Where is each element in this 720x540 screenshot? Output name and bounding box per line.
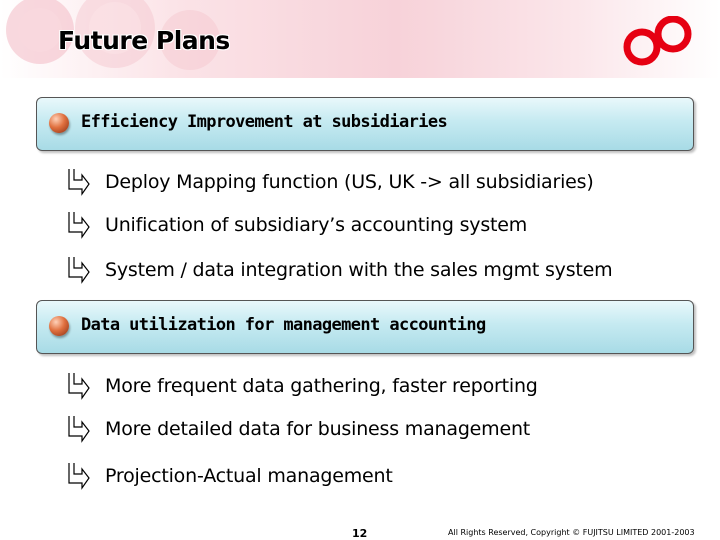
section-header-data-utilization <box>36 300 694 354</box>
section-title: Data utilization for management accounting <box>81 315 486 335</box>
orange-sphere-icon <box>49 316 69 336</box>
section-title: Efficiency Improvement at subsidiaries <box>81 112 448 132</box>
list-item <box>68 415 708 443</box>
page-title: Future Plans <box>58 26 230 55</box>
list-item <box>68 168 708 196</box>
list-item <box>68 256 708 284</box>
list-item-text: More frequent data gathering, faster reporting <box>105 375 538 397</box>
list-item-text: Deploy Mapping function (US, UK -> all subsidiaries) <box>105 171 594 193</box>
hollow-arrow-icon <box>68 415 90 443</box>
page-number: 12 <box>352 527 368 540</box>
orange-sphere-icon <box>49 113 69 133</box>
hollow-arrow-icon <box>68 168 90 196</box>
list-item-text: More detailed data for business management <box>105 418 531 440</box>
copyright-notice: All Rights Reserved, Copyright © FUJITSU LIMITED 2001-2003 <box>448 528 695 537</box>
list-item-text: Projection-Actual management <box>105 465 393 487</box>
list-item <box>68 372 708 400</box>
hollow-arrow-icon <box>68 211 90 239</box>
section-header-efficiency <box>36 97 694 151</box>
list-item <box>68 462 708 490</box>
list-item-text: System / data integration with the sales mgmt system <box>105 259 613 281</box>
hollow-arrow-icon <box>68 256 90 284</box>
hollow-arrow-icon <box>68 372 90 400</box>
fujitsu-infinity-logo-icon <box>622 16 698 66</box>
list-item <box>68 211 708 239</box>
hollow-arrow-icon <box>68 462 90 490</box>
list-item-text: Unification of subsidiary’s accounting system <box>105 214 528 236</box>
